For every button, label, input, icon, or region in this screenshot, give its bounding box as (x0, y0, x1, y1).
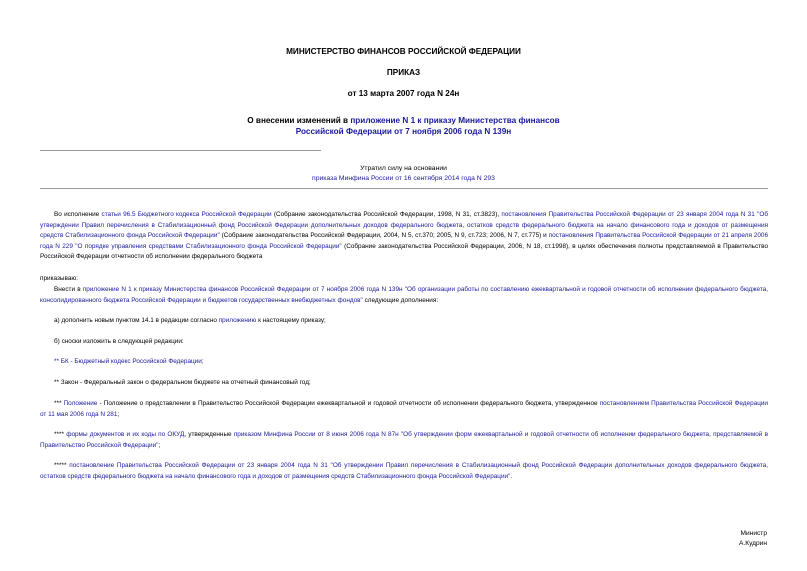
link-budget-code-art[interactable]: статьи 96.5 Бюджетного кодекса Российской Федерации (101, 211, 272, 218)
link-appendix[interactable]: приложению (218, 317, 257, 324)
title-link-line1: приложение N 1 к приказу Министерства финансов (350, 116, 560, 125)
order-word: приказываю: (40, 275, 78, 282)
signatory-position: Министр (740, 530, 767, 537)
preamble-text: (Собрание законодательства Российской Федерации, 2004, N 5, ст.370; 2005, N 9, ст.723; 2006, N 7, ст.775) и (219, 232, 549, 239)
footnote-4-text: **** (54, 431, 67, 438)
footnote-1 (40, 357, 768, 368)
preamble-text: Во исполнение (54, 211, 102, 218)
item-a (40, 316, 768, 327)
link-budget-code[interactable]: ** БК - Бюджетный кодекс Российской Федерации; (54, 358, 204, 365)
footnote-4 (40, 430, 768, 451)
link-resolution-229[interactable]: постановления Правительства Российской Федерации от 21 апреля 2006 года N 229 "О порядке управления средствами Стабилизационного фонда Российской Федерации" (40, 232, 768, 250)
footnote-4-text: ; (158, 441, 161, 449)
footnote-5-text: . (510, 472, 513, 480)
title-link-line2: Российской Федерации от 7 ноября 2006 года N 139н (295, 127, 512, 136)
footnote-5-text: ***** (54, 462, 70, 469)
title-prefix: О внесении изменений в (247, 116, 351, 125)
footnote-5 (40, 461, 768, 482)
amend-paragraph (40, 285, 768, 306)
item-a-text: а) дополнить новым пунктом 14.1 в редакции согласно (54, 317, 219, 324)
preamble-paragraph (40, 210, 768, 263)
divider-top (40, 150, 321, 151)
divider-bottom (40, 188, 768, 189)
signatory-name: А.Кудрин (739, 540, 767, 547)
footnote-3-text: *** (54, 400, 64, 407)
item-a-text: к настоящему приказу; (256, 317, 326, 324)
link-resolution-31[interactable]: постановления Правительства Российской Федерации от 23 января 2004 года N 31 "Об утверждении Правил перечисления в Стабилизационный фонд Российской Федерации дополнительных доходов федерального бюджета, остатков средств федерального бюджета на начало финансового года и доходов от размещения средств Стабилизационного фонда Российской Федерации" (40, 211, 768, 239)
amend-text: следующие дополнения: (362, 296, 439, 304)
link-regulation[interactable]: Положение (63, 400, 98, 407)
link-resolution-31-b[interactable]: постановление Правительства Российской Федерации от 23 января 2004 года N 31 "Об утверждении Правил перечисления в Стабилизационный фонд Российской Федерации дополнительных доходов федерального бюджета, остатков средств федерального бюджета на начало финансового года и доходов от размещения средств Стабилизационного фонда Российской Федерации" (40, 462, 768, 480)
status-note-text: Утратил силу на основании (360, 165, 447, 172)
link-resolution-281[interactable]: постановлением Правительства Российской Федерации от 11 мая 2006 года N 281 (40, 400, 768, 418)
status-note (0, 164, 807, 184)
preamble-text: (Собрание законодательства Российской Федерации, 2006, N 18, ст.1998), в целях обеспечения полноты представляемой в Правительство Российской Федерации отчетности об исполнении федерального бюджета (40, 242, 768, 260)
footnote-2: ** Закон - Федеральный закон о федеральном бюджете на отчетный финансовый год; (54, 379, 311, 386)
document-type: ПРИКАЗ (386, 68, 421, 77)
footnote-3-text: - Положение о представлении в Правительство Российской Федерации ежеквартальной и годовой отчетности об исполнении федерального бюджета, утвержденное (97, 400, 600, 407)
signature-block (739, 529, 767, 549)
link-okud-forms[interactable]: формы документов и их коды по ОКУД (66, 431, 185, 438)
document-date-number: от 13 марта 2007 года N 24н (347, 89, 460, 98)
footnote-3-text: ; (117, 410, 120, 418)
ministry-heading: МИНИСТЕРСТВО ФИНАНСОВ РОССИЙСКОЙ ФЕДЕРАЦИИ (286, 47, 521, 56)
amend-text: Внести в (54, 286, 83, 293)
document-title (0, 115, 807, 137)
link-appendix-139n[interactable]: приложение N 1 к приказу Министерства финансов Российской Федерации от 7 ноября 2006 года N 139н "Об организации работы по составлению ежеквартальной и годовой отчетности об исполнении федерального бюджета, консолидированного бюджета Российской Федерации и бюджетов государственных внебюджетных фондов" (40, 286, 769, 304)
footnote-3 (40, 399, 768, 420)
link-order-87n[interactable]: приказом Минфина России от 8 июня 2006 года N 87н "Об утверждении форм ежеквартальной и годовой отчетности об исполнении федерального бюджета, представляемой в Правительство Российской Федерации" (40, 431, 768, 449)
item-b: б) сноски изложить в следующей редакции: (54, 338, 184, 345)
footnote-4-text: , утвержденные (184, 431, 234, 438)
status-note-link[interactable]: приказа Минфина России от 16 сентября 2014 года N 293 (312, 175, 495, 182)
preamble-text: (Собрание законодательства Российской Федерации, 1998, N 31, ст.3823), (271, 211, 502, 218)
